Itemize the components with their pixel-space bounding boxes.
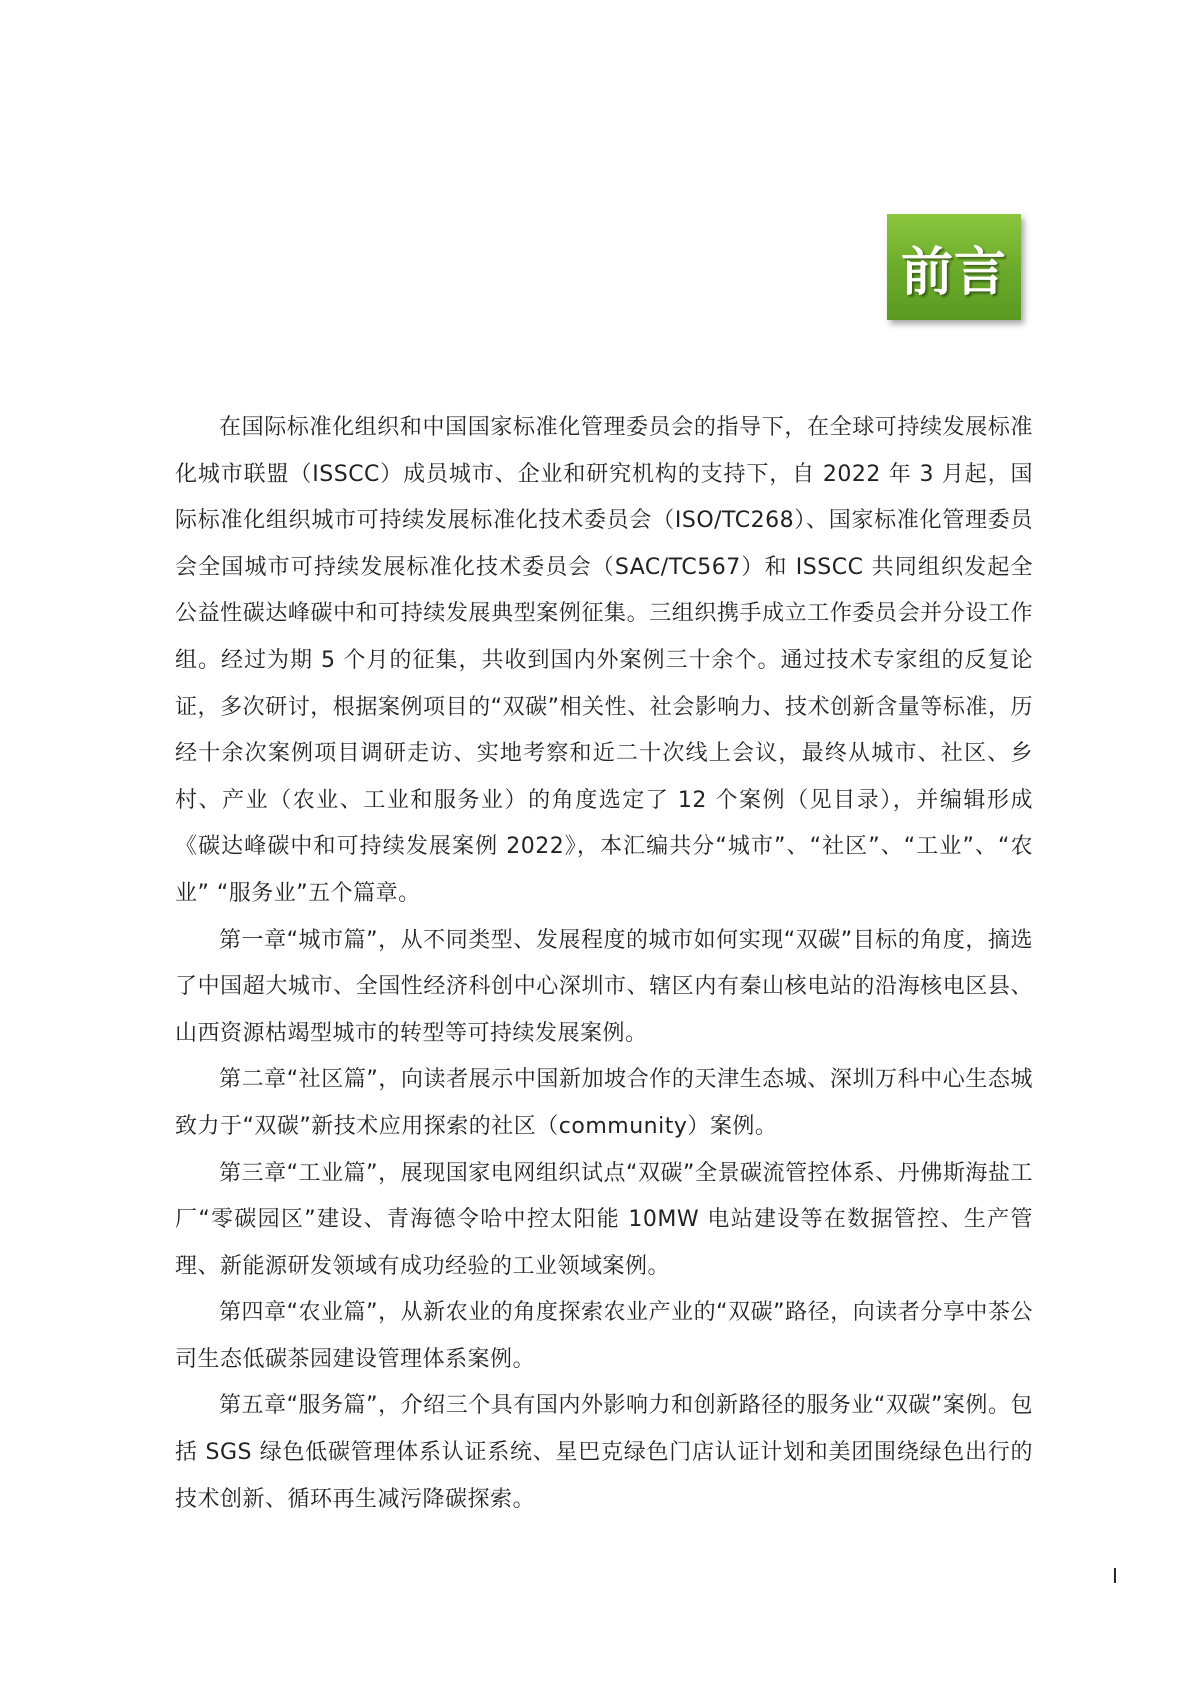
- paragraph-chapter-3: 第三章“工业篇”，展现国家电网组织试点“双碳”全景碳流管控体系、丹佛斯海盐工厂“零碳园区”建设、青海德令哈中控太阳能 10MW 电站建设等在数据管控、生产管理、新能源研发领域有成功经验的工业领域案例。: [175, 1160, 1033, 1279]
- preface-title-badge: [887, 214, 1021, 320]
- paragraph-chapter-1: 第一章“城市篇”，从不同类型、发展程度的城市如何实现“双碳”目标的角度，摘选了中国超大城市、全国性经济科创中心深圳市、辖区内有秦山核电站的沿海核电区县、山西资源枯竭型城市的转型等可持续发展案例。: [175, 927, 1033, 1046]
- preface-body: [175, 405, 1033, 1523]
- paragraph-chapter-2: 第二章“社区篇”，向读者展示中国新加坡合作的天津生态城、深圳万科中心生态城致力于“双碳”新技术应用探索的社区（community）案例。: [175, 1067, 1033, 1139]
- page-number: I: [1112, 1564, 1118, 1588]
- paragraph-intro: 在国际标准化组织和中国国家标准化管理委员会的指导下，在全球可持续发展标准化城市联盟（ISSCC）成员城市、企业和研究机构的支持下，自 2022 年 3 月起，国际标准化组织城市可持续发展标准化技术委员会（ISO/TC268）、国家标准化管理委员会全国城市可持续发展标准化技术委员会（SAC/TC567）和 ISSCC 共同组织发起全公益性碳达峰碳中和可持续发展典型案例征集。三组织携手成立工作委员会并分设工作组。经过为期 5 个月的征集，共收到国内外案例三十余个。通过技术专家组的反复论证，多次研讨，根据案例项目的“双碳”相关性、社会影响力、技术创新含量等标准，历经十余次案例项目调研走访、实地考察和近二十次线上会议，最终从城市、社区、乡村、产业（农业、工业和服务业）的角度选定了 12 个案例（见目录），并编辑形成《碳达峰碳中和可持续发展案例 2022》，本汇编共分“城市”、“社区”、“工业”、“农业” “服务业”五个篇章。: [175, 415, 1033, 906]
- preface-title: 前言: [900, 242, 1007, 303]
- paragraph-chapter-5: 第五章“服务篇”，介绍三个具有国内外影响力和创新路径的服务业“双碳”案例。包括 SGS 绿色低碳管理体系认证系统、星巴克绿色门店认证计划和美团围绕绿色出行的技术创新、循环再生减污降碳探索。: [175, 1393, 1033, 1512]
- paragraph-chapter-4: 第四章“农业篇”，从新农业的角度探索农业产业的“双碳”路径，向读者分享中茶公司生态低碳茶园建设管理体系案例。: [175, 1300, 1033, 1372]
